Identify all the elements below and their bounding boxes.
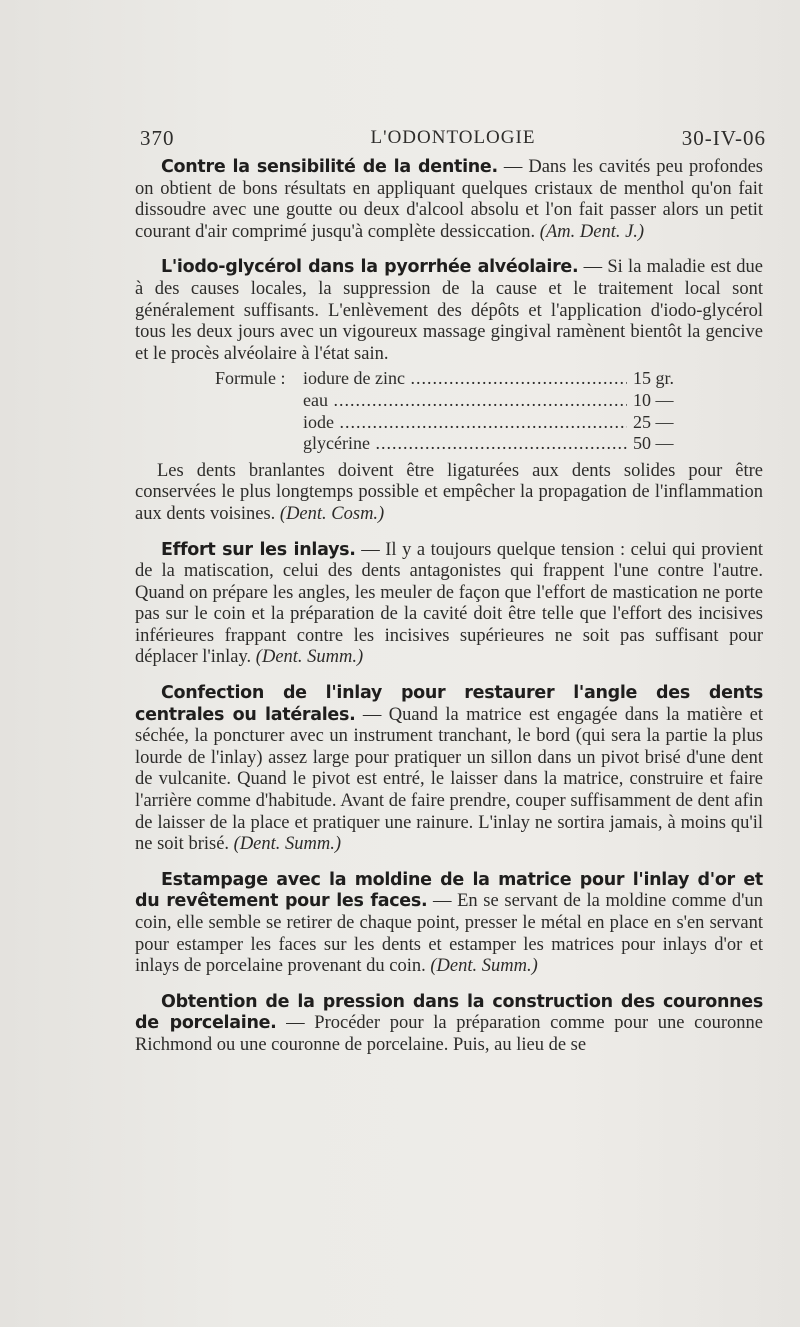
formula-quantity: 25 — (633, 411, 674, 432)
section-title: Estampage avec la moldine de la matrice pour l'inlay d'or et du revêtement pour les faces. (135, 869, 763, 912)
section-effort-inlays (135, 540, 763, 670)
issue-date: 30-IV-06 (681, 126, 766, 150)
section-text: — Dans les cavités peu profondes on obtient de bons résultats en appliquant quelques cristaux de menthol qu'on fait dissoudre avec une goutte ou deux d'alcool absolu et l'on fait passer alors un petit courant d'air comprimé jusqu'à complète dessiccation. (135, 157, 763, 242)
formula-followup (135, 461, 763, 526)
formula-ingredient: glycérine ..... (303, 433, 627, 455)
source-citation: (Dent. Summ.) (233, 834, 342, 855)
section-title: Obtention de la pression dans la construction des couronnes de porcelaine. (135, 991, 763, 1034)
formula-quantity: 15 gr. (633, 368, 675, 389)
formula-row (215, 412, 703, 434)
running-header (140, 126, 766, 154)
formula-quantity: 50 — (633, 433, 674, 454)
source-citation: (Dent. Cosm.) (279, 503, 385, 524)
section-estampage (135, 870, 763, 978)
section-iodo-glycerol (135, 257, 763, 365)
formula-row (215, 390, 703, 412)
formula-label: Formule : (215, 368, 286, 389)
journal-title: L'ODONTOLOGIE (370, 127, 536, 148)
source-citation: (Am. Dent. J.) (539, 221, 645, 242)
formula-ingredient: eau ..... (303, 390, 627, 412)
section-sensibilite (135, 157, 763, 243)
section-text: — Quand la matrice est engagée dans la matière et séchée, la poncturer avec un instrument tranchant, le bord (qui sera la partie la plus lourde de l'inlay) assez large pour pratiquer un sillon dans un pivot brisé d'une dent de vulcanite. Quand le pivot est entré, le laisser dans la matrice, construire et faire l'arrière comme d'habitude. Avant de faire prendre, couper suffisamment de dent afin de laisser de la place et pratiquer une rainure. L'inlay ne sortira jamais, à moins qu'il ne soit brisé. (135, 704, 763, 855)
formula-row (215, 433, 703, 455)
page-number: 370 (140, 126, 175, 150)
section-obtention-pression (135, 992, 763, 1057)
formula-ingredient: iodure de zinc ..... (303, 368, 627, 390)
formula-row (215, 368, 703, 390)
article-body (135, 157, 763, 1057)
section-title: Contre la sensibilité de la dentine. (161, 157, 498, 177)
section-text: — Il y a toujours quelque tension : celui qui provient de la matiscation, celui des dents antagonistes qui frappent l'une contre l'autre. Quand on prépare les angles, les meuler de façon que l'effort de mastication ne porte pas sur le coin et la préparation de la cavité doit être telle que l'effort des incisives inférieures frappant contre les incisives supérieures ne soit pas suffisant pour déplacer l'inlay. (135, 539, 763, 668)
source-citation: (Dent. Summ.) (430, 956, 538, 977)
source-citation: (Dent. Summ.) (255, 647, 364, 668)
section-text: — En se servant de la moldine comme d'un coin, elle semble se retirer de chaque point, presser le métal en place en s'en servant pour estamper les faces sur les dents et estamper les matrices pour inlays d'or et inlays de porcelaine provenant du coin. (135, 891, 763, 977)
section-title: L'iodo-glycérol dans la pyorrhée alvéolaire. (161, 257, 579, 278)
section-text: — Si la maladie est due à des causes locales, la suppression de la cause et le traitement local sont généralement suffisants. L'enlèvement des dépôts et l'application d'iodo-glycérol tous les deux jours avec un vigoureux massage gingival ramènent bientôt la gencive et le procès alvéolaire à l'état sain. (135, 257, 763, 364)
section-text: — Procéder pour la préparation comme pour une couronne Richmond ou une couronne de porcelaine. Puis, au lieu de se (135, 1013, 763, 1055)
section-title: Effort sur les inlays. (161, 539, 356, 560)
formula-table (215, 368, 763, 454)
section-text: Les dents branlantes doivent être ligaturées aux dents solides pour être conservées le plus longtemps possible et empêcher la propagation de l'inflammation aux dents voisines. (135, 460, 763, 524)
formula-quantity: 10 — (633, 389, 674, 410)
section-title: Confection de l'inlay pour restaurer l'angle des dents centrales ou latérales. (135, 683, 763, 725)
formula-ingredient: iode ..... (303, 412, 627, 434)
section-confection-inlay (135, 683, 763, 856)
